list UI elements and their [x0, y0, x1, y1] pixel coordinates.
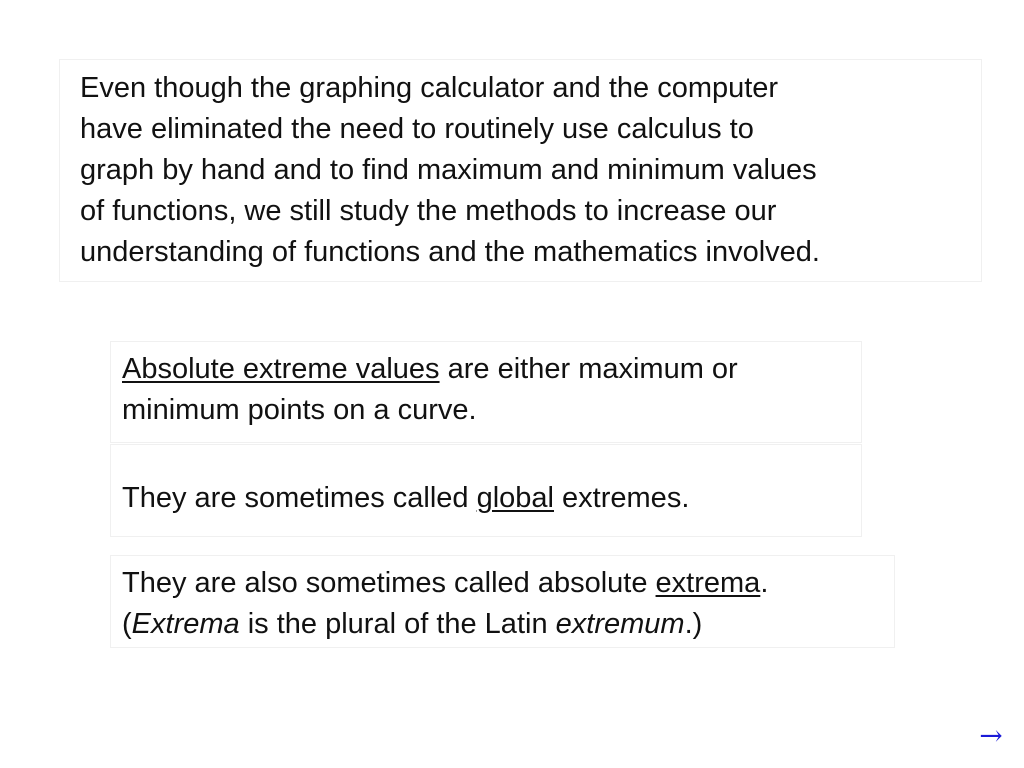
extremum-italic-word: extremum: [555, 608, 685, 640]
extrema-italic-word: Extrema: [131, 608, 240, 640]
definition-box: [110, 341, 862, 443]
extrema-term: extrema: [655, 567, 761, 599]
intro-line-1: Even though the graphing calculator and the computer: [80, 72, 779, 104]
definition-rest: are either maximum or: [439, 353, 738, 385]
global-after: extremes.: [554, 482, 690, 514]
extrema-open-paren: (: [122, 608, 132, 640]
definition-line-2: minimum points on a curve.: [122, 394, 477, 426]
global-term: global: [476, 482, 554, 514]
intro-line-2: have eliminated the need to routinely use calculus to: [80, 113, 754, 145]
extrema-mid-text: is the plural of the Latin: [239, 608, 556, 640]
extrema-box: [110, 555, 895, 648]
global-before: They are sometimes called: [122, 482, 477, 514]
extrema-line-1: [122, 563, 894, 604]
definition-line-1: [122, 349, 861, 390]
intro-paragraph: [59, 59, 982, 282]
extrema-after: .: [760, 567, 769, 599]
global-box: [110, 444, 862, 537]
intro-line-5: understanding of functions and the mathematics involved.: [80, 236, 820, 268]
definition-term: Absolute extreme values: [122, 353, 440, 385]
extrema-close-paren: .): [684, 608, 703, 640]
next-slide-button[interactable]: [974, 718, 1008, 754]
extrema-line-2: [122, 604, 894, 645]
intro-line-3: graph by hand and to find maximum and minimum values: [80, 154, 817, 186]
right-arrow-icon: →: [979, 719, 1003, 752]
intro-line-4: of functions, we still study the methods to increase our: [80, 195, 777, 227]
global-line: [122, 478, 861, 519]
extrema-before: They are also sometimes called absolute: [122, 567, 656, 599]
